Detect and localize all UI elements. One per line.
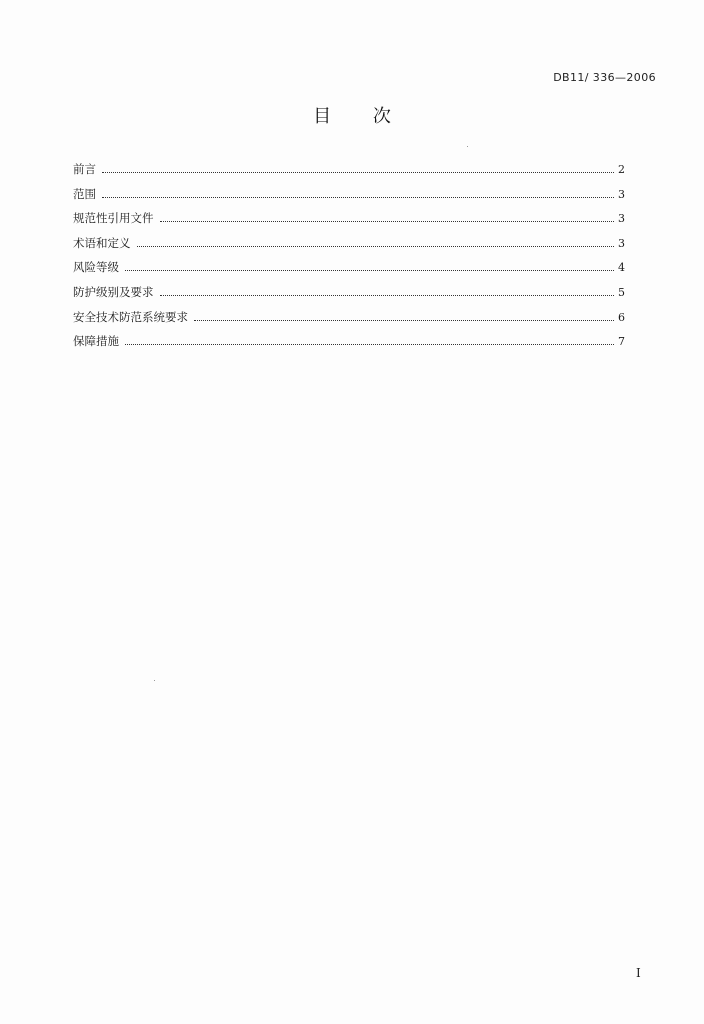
toc-entry-page: 4 [618, 261, 625, 275]
toc-entry-safeguard-measures[interactable] [73, 333, 625, 358]
toc-entry-label: 范围 [73, 186, 96, 201]
document-code: DB11/ 336—2006 [553, 71, 656, 84]
toc-entry-page: 3 [618, 236, 625, 250]
toc-entry-terms-definitions[interactable] [73, 235, 625, 260]
toc-entry-page: 3 [618, 187, 625, 201]
toc-entry-normative-references[interactable] [73, 210, 625, 235]
toc-title: 目 次 [313, 106, 409, 127]
toc-entry-protection-levels[interactable] [73, 284, 625, 309]
toc-leader-dots [125, 270, 614, 271]
toc-leader-dots [125, 344, 614, 345]
toc-entry-page: 6 [618, 310, 625, 324]
toc-leader-dots [102, 197, 614, 198]
toc-entry-page: 7 [618, 335, 625, 349]
toc-entry-risk-levels[interactable] [73, 259, 625, 284]
toc-leader-dots [160, 295, 615, 296]
toc-entry-label: 前言 [73, 162, 96, 176]
toc-entry-page: 3 [618, 212, 625, 226]
scan-speck [154, 680, 155, 681]
toc-leader-dots [102, 172, 614, 173]
toc-entry-security-system-requirements[interactable] [73, 309, 625, 334]
toc-entry-label: 术语和定义 [73, 235, 131, 250]
toc-leader-dots [137, 246, 615, 247]
toc-entry-page: 2 [618, 163, 625, 176]
toc-leader-dots [194, 320, 614, 321]
toc-entry-label: 防护级别及要求 [73, 284, 154, 299]
table-of-contents [73, 161, 625, 358]
toc-entry-foreword[interactable] [73, 161, 625, 186]
toc-entry-page: 5 [618, 285, 625, 299]
toc-entry-label: 安全技术防范系统要求 [73, 309, 188, 324]
toc-entry-label: 规范性引用文件 [73, 211, 154, 226]
toc-leader-dots [160, 221, 615, 222]
toc-entry-scope[interactable] [73, 186, 625, 211]
toc-entry-label: 保障措施 [73, 334, 119, 349]
scan-speck [467, 146, 468, 147]
toc-entry-label: 风险等级 [73, 260, 119, 275]
page-number: I [636, 966, 641, 980]
